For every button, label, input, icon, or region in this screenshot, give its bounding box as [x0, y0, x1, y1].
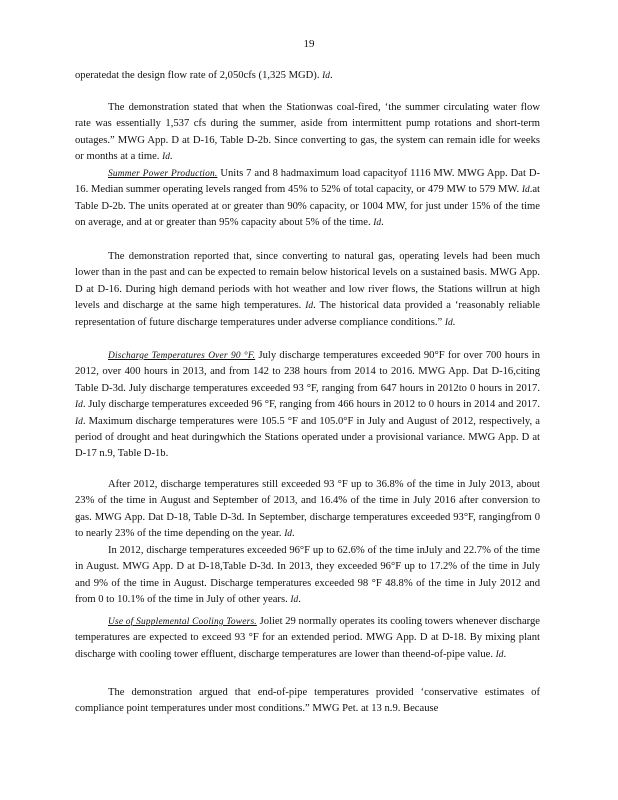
citation-id: Id [75, 400, 83, 411]
paragraph-text: In 2012, discharge temperatures exceeded 96°F up to 62.6% of the time inJuly and 22.7% of the time in August. MWG App. D at D-18,Table D-3d. In 2013, they exceeded 96°F up to 17.2% of the time in July and 9% of the time in August. Discharge temperatures exceeded 98 °F 48.8% of the time in July 2012 and from 0 to 10.1% of the time in July of other years. [75, 545, 540, 606]
citation-id: Id [444, 317, 453, 328]
paragraph-2012-exceedance: In 2012, discharge temperatures exceeded 96°F up to 62.6% of the time inJuly and 22.7% of the time in August. MWG App. D at D-18,Table D-3d. In 2013, they exceeded 96°F up to 17.2% of the time in July and 9% of the time in August. Discharge temperatures exceeded 98 °F 48.8% of the time in July 2012 and from 0 to 10.1% of the time in July of other years. Id. [75, 545, 540, 606]
paragraph-text: The demonstration stated that when the Stationwas coal-fired, ‘the summer circulating water flow rate was essentially 1,537 cfs during the summer, aside from intermittent pump rotations and short-term outages.” MWG App. D at D-16, Table D-2b. Since converting to gas, the system can remain idle for weeks or months at a time. [75, 102, 540, 163]
paragraph-after-2012: After 2012, discharge temperatures still exceeded 93 °F up to 36.8% of the time in July 2013, about 23% of the time in August and September of 2013, and 16.4% of the time in July 2016 after conversion to gas. MWG App. Dat D-18, Table D-3d. In September, discharge temperatures exceeded 93°F, rangingfrom 0 to nearly 23% of the time depending on the year. Id. [75, 479, 540, 540]
paragraph-text: The demonstration reported that, since converting to natural gas, operating levels had been much lower than in the past and can be expected to remain below historical levels on a sustained basis. MWG App. D at D-16. During high demand periods with hot weather and low river flows, the Stations willrun at high levels and discharge at the same high temperatures. [75, 251, 540, 312]
paragraph-text: After 2012, discharge temperatures still exceeded 93 °F up to 36.8% of the time in July 2013, about 23% of the time in August and September of 2013, and 16.4% of the time in July 2016 after conversion to gas. MWG App. Dat D-18, Table D-3d. In September, discharge temperatures exceeded 93°F, rangingfrom 0 to nearly 23% of the time depending on the year. [75, 479, 540, 540]
section-heading: Discharge Temperatures Over 90 °F. [108, 351, 256, 361]
citation-id: Id [75, 416, 83, 427]
paragraph-discharge-temperatures: Discharge Temperatures Over 90 °F. July discharge temperatures exceeded 90°F for over 700 hours in 2012, over 400 hours in 2013, and from 142 to 238 hours from 2014 to 2016. MWG App. Dat D-16,citing Table D-3d. July discharge temperatures exceeded 93 °F, ranging from 647 hours in 2012to 0 hours in 2017. Id. July discharge temperatures exceeded 96 °F, ranging from 466 hours in 2012 to 0 hours in 2014 and 2017. Id. Maximum discharge temperatures were 105.5 °F and 105.0°F in July and August of 2012, respectively, a period of drought and heat duringwhich the Stations operated under a provisional variance. MWG App. D at D-17 n.9, Table D-1b. [75, 350, 540, 460]
paragraph-end-of-pipe [75, 685, 540, 718]
citation-id: Id [284, 529, 292, 540]
citation-id: Id [495, 649, 504, 660]
paragraph-text: Units 7 and 8 hadmaximum load capacityof 1116 MW. MWG App. Dat D-16. Median summer operating levels ranged from 45% to 52% of total capacity, or 479 MW to 579 MW. [75, 168, 540, 196]
paragraph-summer-power-production: Summer Power Production. Units 7 and 8 hadmaximum load capacityof 1116 MW. MWG App. Dat D-16. Median summer operating levels ranged from 45% to 52% of total capacity, or 479 MW to 579 MW. Id.at Table D-2b. The units operated at or greater than 90% capacity, or 1004 MW, for just under 15% of the time on average, and at or greater than 95% capacity about 5% of the time. Id. [75, 168, 540, 229]
citation-id: Id [290, 595, 299, 606]
citation-id: Id [322, 71, 330, 81]
paragraph-operating-levels: The demonstration reported that, since converting to natural gas, operating levels had been much lower than in the past and can be expected to remain below historical levels on a sustained basis. MWG App. D at D-16. During high demand periods with hot weather and low river flows, the Stations willrun at high levels and discharge at the same high temperatures. Id. The historical data provided a ‘reasonably reliable representation of future discharge temperatures under adverse compliance conditions.” Id. [75, 251, 540, 328]
paragraph-circulating-flow: The demonstration stated that when the Stationwas coal-fired, ‘the summer circulating water flow rate was essentially 1,537 cfs during the summer, aside from intermittent pump rotations and short-term outages.” MWG App. D at D-16, Table D-2b. Since converting to gas, the system can remain idle for weeks or months at a time. Id. [75, 102, 540, 163]
section-heading: Use of Supplemental Cooling Towers. [108, 617, 257, 627]
paragraph-flow-rate: operatedat the design flow rate of 2,050cfs (1,325 MGD). Id. [75, 70, 333, 81]
paragraph-text: operatedat the design flow rate of 2,050cfs (1,325 MGD). [75, 70, 320, 81]
citation-id: Id [373, 218, 382, 229]
citation-id: Id [162, 152, 170, 163]
citation-id: Id [305, 301, 314, 312]
section-heading: Summer Power Production. [108, 169, 218, 179]
paragraph-cooling-towers: Use of Supplemental Cooling Towers. Joliet 29 normally operates its cooling towers whenever discharge temperatures are expected to exceed 93 °F for an extended period. MWG App. D at D-18. By mixing plant discharge with cooling tower effluent, discharge temperatures are lower than theend-of-pipe value. Id. [75, 616, 540, 660]
paragraph-text: The demonstration argued that end-of-pipe temperatures provided ‘conservative estimates of compliance point temperatures under most conditions.” MWG Pet. at 13 n.9. Because [75, 687, 540, 715]
paragraph-text: Joliet 29 normally operates its cooling towers whenever discharge temperatures are expected to exceed 93 °F for an extended period. MWG App. D at D-18. By mixing plant discharge with cooling tower effluent, discharge temperatures are lower than theend-of-pipe value. [75, 616, 540, 660]
citation-id: Id [521, 185, 530, 196]
paragraph-text: July discharge temperatures exceeded 90°F for over 700 hours in 2012, over 400 hours in 2013, and from 142 to 238 hours from 2014 to 2016. MWG App. Dat D-16,citing Table D-3d. July discharge temperatures exceeded 93 °F, ranging from 647 hours in 2012to 0 hours in 2017. [75, 350, 540, 394]
page-number: 19 [303, 38, 315, 50]
